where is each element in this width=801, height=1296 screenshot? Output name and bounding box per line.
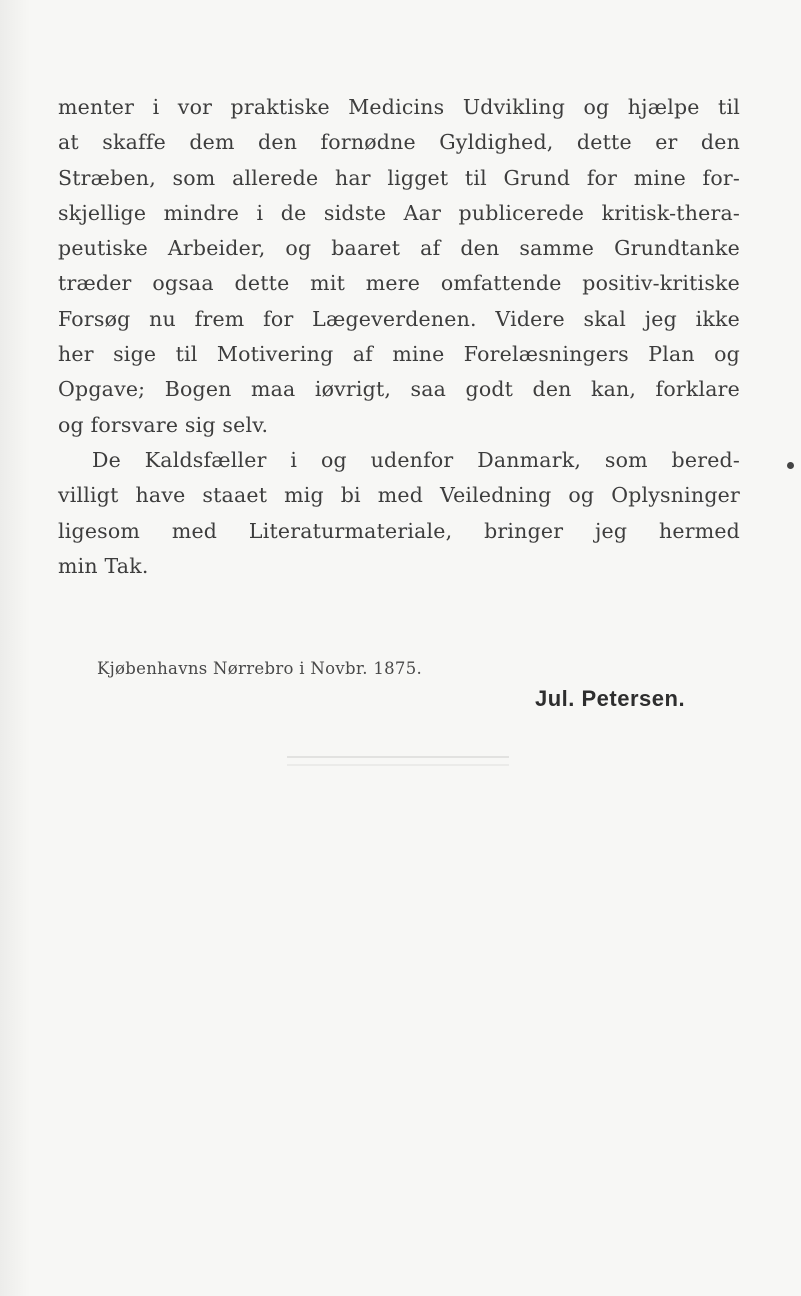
text-line: menter i vor praktiske Medicins Udvikling og hjælpe til [58, 95, 740, 119]
text-line: ligesom med Literaturmateriale, bringer jeg hermed [58, 518, 740, 543]
text-line: peutiske Arbeider, og baaret af den samme Grundtanke [58, 236, 740, 261]
margin-dot [787, 462, 794, 469]
text-line: Opgave; Bogen maa iøvrigt, saa godt den kan, forklare [58, 377, 740, 402]
text-line: at skaffe dem den fornødne Gyldighed, dette er den [58, 130, 740, 155]
dateline: Kjøbenhavns Nørrebro i Novbr. 1875. [97, 659, 423, 678]
text-line: her sige til Motivering af mine Forelæsningers Plan og [58, 342, 740, 367]
scan-edge-shading [0, 0, 30, 1296]
text-line: træder ogsaa dette mit mere omfattende positiv-kritiske [58, 271, 740, 296]
preface-body-text [58, 90, 740, 584]
text-line: og forsvare sig selv. [58, 412, 269, 437]
text-line: skjellige mindre i de sidste Aar publicerede kritisk-thera- [58, 200, 740, 225]
text-line: villigt have staaet mig bi med Veiledning og Oplysninger [58, 483, 740, 508]
faint-rule [287, 764, 509, 766]
text-line: Forsøg nu frem for Lægeverdenen. Videre skal jeg ikke [58, 306, 740, 331]
author-signature: Jul. Petersen. [535, 686, 686, 711]
text-line: Stræben, som allerede har ligget til Grund for mine for- [58, 165, 740, 190]
text-line: min Tak. [58, 553, 149, 578]
text-line: De Kaldsfæller i og udenfor Danmark, som bered- [92, 447, 740, 472]
faint-rule [287, 756, 509, 758]
